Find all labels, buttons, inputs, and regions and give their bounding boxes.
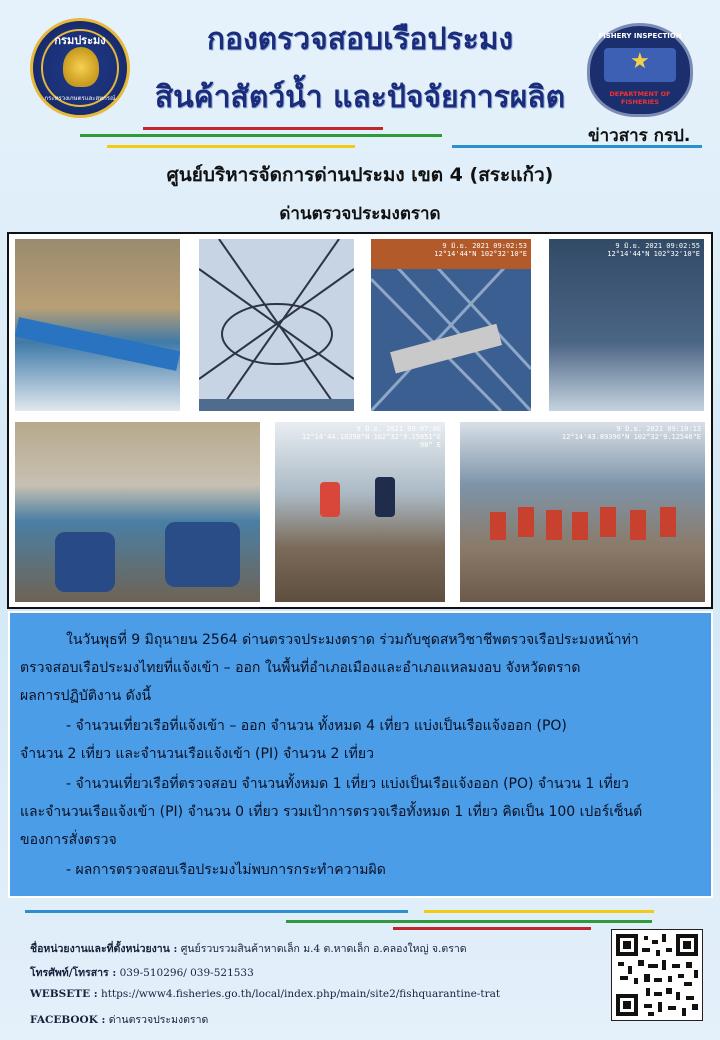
address-value: ศูนย์รวบรวมสินค้าหาดเล็ก ม.4 ต.หาดเล็ก อ.คลองใหญ่ จ.ตราด xyxy=(180,943,467,955)
photo-timestamp: 9 มิ.ย. 2021 09:07:06 12°14'44.10398"N 102°32'9.15051"E 90° E xyxy=(301,425,441,449)
footer-divider-green xyxy=(286,920,652,923)
report-bullet: - จำนวนเที่ยวเรือที่แจ้งเข้า – ออก จำนวน ทั้งหมด 4 เที่ยว แบ่งเป็นเรือแจ้งออก (PO) xyxy=(66,718,567,734)
report-line: และจำนวนเรือแจ้งเข้า (PI) จำนวน 0 เที่ยว รวมเป้าการตรวจเรือทั้งหมด 1 เที่ยว คิดเป็น 100 เปอร์เซ็นต์ xyxy=(20,804,643,820)
left-logo-text-bottom: กระทรวงเกษตรและสหกรณ์ xyxy=(44,95,116,102)
report-line: ผลการปฏิบัติงาน ดังนี้ xyxy=(20,688,152,704)
report-line: จำนวน 2 เที่ยว และจำนวนเรือแจ้งเข้า (PI) จำนวน 2 เที่ยว xyxy=(20,746,374,762)
phone-row xyxy=(30,964,254,981)
report-bullet: - ผลการตรวจสอบเรือประมงไม่พบการกระทำความผิด xyxy=(66,862,386,878)
photo-officers xyxy=(275,422,445,602)
facebook-row xyxy=(30,1011,208,1028)
report-text-box xyxy=(8,611,713,898)
footer-divider-yellow xyxy=(424,910,654,913)
photo-collage xyxy=(7,232,713,609)
page-title-line2: สินค้าสัตว์น้ำ และปัจจัยการผลิต xyxy=(154,80,566,115)
address-row xyxy=(30,940,467,957)
left-logo-text-top: กรมประมง xyxy=(54,34,106,47)
facebook-label: FACEBOOK : xyxy=(30,1014,106,1026)
photo-inspection-team xyxy=(15,422,260,602)
footer-divider-red xyxy=(393,927,591,930)
report-line: ของการสั่งตรวจ xyxy=(20,832,117,848)
divider-green xyxy=(80,134,442,137)
photo-net-frame xyxy=(199,239,354,411)
office-name: ด่านตรวจประมงตราด xyxy=(279,204,441,224)
facebook-link[interactable]: ด่านตรวจประมงตราด xyxy=(108,1014,209,1026)
divider-red xyxy=(143,127,383,130)
photo-timestamp: 9 มิ.ย. 2021 09:10:13 12°14'43.89396"N 102°32'9.12546"E xyxy=(561,425,701,441)
website-link[interactable]: https://www4.fisheries.go.th/local/index.php/main/site2/fishquarantine-trat xyxy=(100,988,501,1000)
right-logo-text-bottom: DEPARTMENT OF FISHERIES xyxy=(609,90,671,106)
report-line: ตรวจสอบเรือประมงไทยที่แจ้งเข้า – ออก ในพื้นที่อำเภอเมืองและอำเภอแหลมงอบ จังหวัดตราด xyxy=(20,660,581,676)
website-row xyxy=(30,988,500,1000)
footer-divider-blue xyxy=(25,910,408,913)
star-icon: ★ xyxy=(630,49,650,74)
photo-timestamp: 9 มิ.ย. 2021 09:02:53 12°14'44"N 102°32'10"E xyxy=(434,242,527,258)
photo-boat-interior xyxy=(549,239,704,411)
report-line: ในวันพุธที่ 9 มิถุนายน 2564 ด่านตรวจประมงตราด ร่วมกับชุดสหวิชาชีพตรวจเรือประมงหน้าท่า xyxy=(66,632,639,648)
right-logo-text-top: FISHERY INSPECTION xyxy=(598,32,682,40)
photo-boat-hull xyxy=(15,239,180,411)
photo-crew-lineup xyxy=(460,422,705,602)
qr-code[interactable] xyxy=(611,929,703,1021)
phone-value: 039-510296/ 039-521533 xyxy=(119,967,254,979)
page-title-line1: กองตรวจสอบเรือประมง xyxy=(206,22,514,57)
divider-yellow xyxy=(107,145,355,148)
website-label: WEBSETE : xyxy=(30,988,98,1000)
phone-label: โทรศัพท์/โทรสาร : xyxy=(30,967,117,979)
report-bullet: - จำนวนเที่ยวเรือที่ตรวจสอบ จำนวนทั้งหมด 1 เที่ยว แบ่งเป็นเรือแจ้งออก (PO) จำนวน 1 เที่ยว xyxy=(66,776,629,792)
news-tag: ข่าวสาร กรป. xyxy=(588,126,691,146)
photo-timestamp: 9 มิ.ย. 2021 09:02:55 12°14'44"N 102°32'10"E xyxy=(607,242,700,258)
photo-net-measure xyxy=(371,239,531,411)
address-label: ชื่อหน่วยงานและที่ตั้งหน่วยงาน : xyxy=(30,943,178,955)
center-name: ศูนย์บริหารจัดการด่านประมง เขต 4 (สระแก้ว) xyxy=(166,164,554,186)
